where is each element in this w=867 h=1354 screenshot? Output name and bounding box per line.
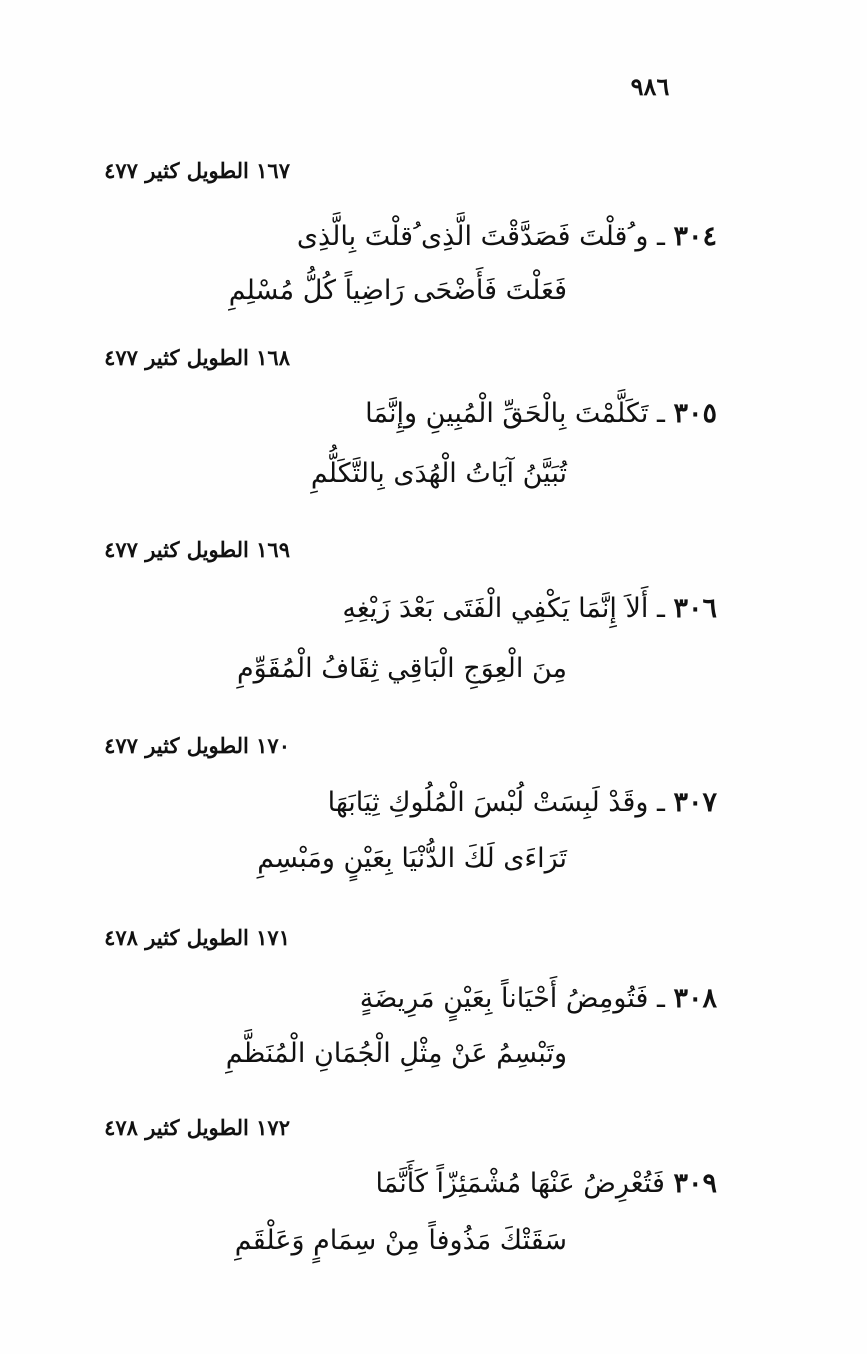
verse-hemistich-2: مِنَ الْعِوَجِ الْبَاقِي ثِقَافُ الْمُقَوِّمِ <box>236 653 567 684</box>
entry-header: ١٦٨ الطويل كثير ٤٧٧ <box>104 345 290 370</box>
verse-hemistich-2: تُبَيَّنُ آيَاتُ الْهُدَى بِالتَّكَلُّمِ <box>310 458 567 489</box>
verse-hemistich-1 <box>375 1165 717 1203</box>
verse-hemistich-2: سَقَتْكَ مَذُوفاً مِنْ سِمَامٍ وَعَلْقَمِ <box>234 1225 567 1256</box>
verse-hemistich-1: ٣٠٤ ـ و ُقلْتَ فَصَدَّقْتَ الَّذِى ُقلْتَ بِالَّذِى <box>296 221 717 252</box>
verse-number: ٣٠٩ <box>673 1168 717 1199</box>
entry-header: ١٧٢ الطويل كثير ٤٧٨ <box>104 1115 290 1140</box>
page-number: ٩٨٦ <box>630 72 670 101</box>
verse-text: تَكَلَّمْتَ بِالْحَقِّ الْمُبِينِ وإِنَّمَا <box>365 398 649 429</box>
verse-text: و ُقلْتَ فَصَدَّقْتَ الَّذِى ُقلْتَ بِالَّذِى <box>296 221 649 252</box>
verse-text: فَتُعْرِضُ عَنْهَا مُشْمَئِزّاً كَأَنَّمَا <box>375 1168 665 1199</box>
verse-hemistich-1: ٣٠٨ ـ فَتُومِضُ أَحْيَاناً بِعَيْنٍ مَرِيضَةٍ <box>359 983 717 1014</box>
entry-header: ١٧١ الطويل كثير ٤٧٨ <box>104 925 290 950</box>
verse-number: ٣٠٧ <box>673 787 717 818</box>
verse-number: ٣٠٤ <box>673 221 717 252</box>
verse-text: فَتُومِضُ أَحْيَاناً بِعَيْنٍ مَرِيضَةٍ <box>359 983 649 1014</box>
entry-header: ١٦٩ الطويل كثير ٤٧٧ <box>104 537 290 562</box>
verse-hemistich-1: ٣٠٦ ـ أَلاَ إِنَّمَا يَكْفِي الْفَتَى بَعْدَ زَيْغِهِ <box>342 593 717 624</box>
verse-number: ٣٠٦ <box>673 593 717 624</box>
verse-text: وقَدْ لَبِسَتْ لُبْسَ الْمُلُوكِ ثِيَابَهَا <box>327 787 649 818</box>
verse-number: ٣٠٥ <box>673 398 717 429</box>
verse-hemistich-2: فَعَلْتَ فَأَضْحَى رَاضِياً كُلُّ مُسْلِمِ <box>228 275 567 306</box>
verse-hemistich-2: وتَبْسِمُ عَنْ مِثْلِ الْجُمَانِ الْمُنَظَّمِ <box>225 1038 567 1069</box>
verse-number: ٣٠٨ <box>673 983 717 1014</box>
entry-header: ١٦٧ الطويل كثير ٤٧٧ <box>104 158 290 183</box>
verse-hemistich-2: تَرَاءَى لَكَ الدُّنْيَا بِعَيْنٍ ومَبْسِمِ <box>257 843 567 874</box>
verse-hemistich-1: ٣٠٧ ـ وقَدْ لَبِسَتْ لُبْسَ الْمُلُوكِ ثِيَابَهَا <box>327 787 717 818</box>
entry-header: ١٧٠ الطويل كثير ٤٧٧ <box>104 733 290 758</box>
verse-text: أَلاَ إِنَّمَا يَكْفِي الْفَتَى بَعْدَ زَيْغِهِ <box>342 593 649 624</box>
verse-hemistich-1: ٣٠٥ ـ تَكَلَّمْتَ بِالْحَقِّ الْمُبِينِ وإِنَّمَا <box>365 398 717 429</box>
